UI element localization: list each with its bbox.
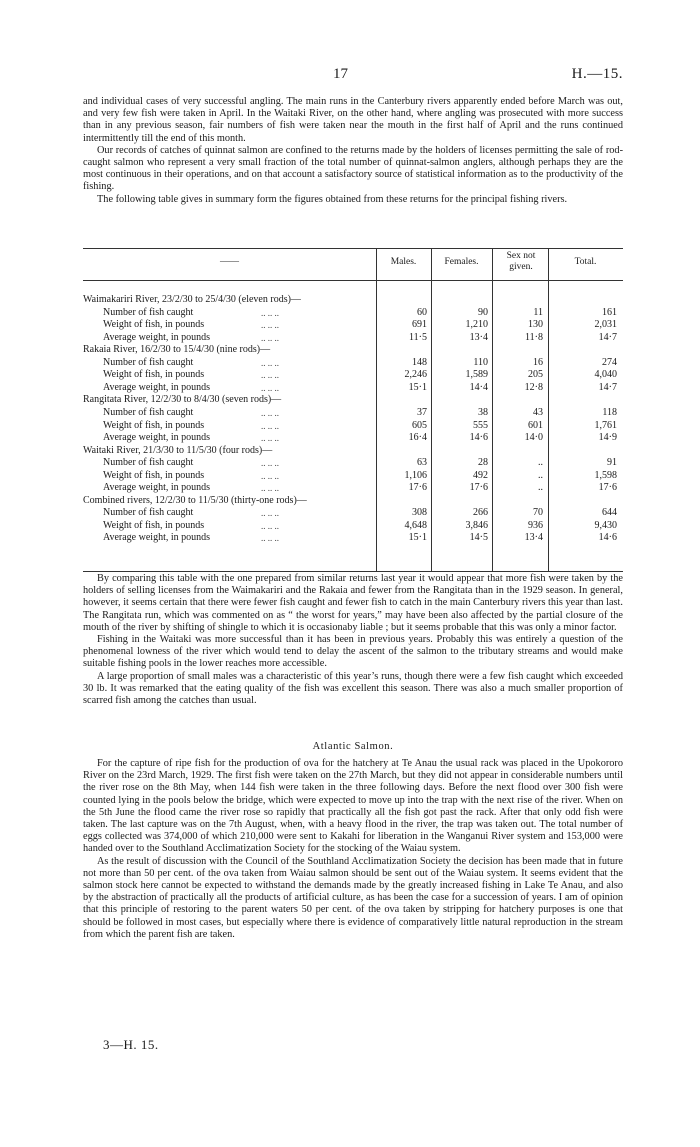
paragraph: Fishing in the Waitaki was more successful than it has been in previous years. Probably this was entirely a question of the phenomenal lowness of the river which would tend to delay the ascent of the salmon to the tributary streams and would make suitable fishing pools in the lower reaches more accessible. bbox=[83, 634, 623, 670]
river-name: Combined rivers, 12/2/30 to 11/5/30 (thirty-one rods)— bbox=[83, 494, 307, 506]
table-cell: 11·5 bbox=[409, 331, 427, 343]
paragraph: Our records of catches of quinnat salmon are confined to the returns made by the holders of licenses permitting the sale of rod-caught salmon who represent a very small fraction of the total number of quinnat-salmon anglers, although perhaps they are the most continuous in their operations, and on that account a satisfactory source of statistical information as to the productivity of the fishing. bbox=[83, 144, 623, 193]
table-row bbox=[83, 319, 623, 332]
table-group-heading bbox=[83, 394, 623, 407]
column-header-males: Males. bbox=[390, 257, 417, 267]
table-cell: 43 bbox=[533, 406, 543, 418]
table-cell: 1,598 bbox=[594, 469, 617, 481]
table-cell: 4,040 bbox=[594, 369, 617, 381]
paragraph: The following table gives in summary form the figures obtained from these returns for the principal fishing rivers. bbox=[97, 193, 568, 205]
table-row bbox=[83, 470, 623, 483]
table-cell: 605 bbox=[412, 419, 427, 431]
table-cell: 308 bbox=[412, 507, 427, 519]
discussion-section bbox=[83, 573, 623, 707]
catch-returns-table bbox=[83, 248, 623, 572]
table-cell: 90 bbox=[478, 306, 488, 318]
stub-header: —— bbox=[220, 257, 239, 267]
table-cell: 11 bbox=[533, 306, 543, 318]
river-name: Waitaki River, 21/3/30 to 11/5/30 (four rods)— bbox=[83, 444, 273, 456]
table-cell: 16·4 bbox=[408, 432, 427, 444]
table-group-heading bbox=[83, 445, 623, 458]
leader-dots: .. .. .. bbox=[261, 470, 279, 481]
table-top-rule bbox=[83, 248, 623, 249]
table-group-heading bbox=[83, 294, 623, 307]
row-label: Average weight, in pounds bbox=[103, 482, 211, 494]
paragraph: By comparing this table with the one prepared from similar returns last year it would appear that more fish were taken by the holders of selling licenses from the Waimakariri and the Rakaia and fewer from the Rangitata than in the 1929 season. In general, however, it seems certain that there were fewer fish caught and fewer fish to catch in the main Canterbury rivers this year than last. The Rangitata run, which was commented on as “ the worst for years,” may have been also affected by the partial closure of the mouth of the river by shifting of shingle to which it is occasionaby liable ; but it seems probable that this was only a minor factor. bbox=[83, 573, 623, 633]
table-cell: 266 bbox=[473, 507, 488, 519]
table-row bbox=[83, 407, 623, 420]
table-cell: 13·4 bbox=[469, 331, 488, 343]
leader-dots: .. .. .. bbox=[261, 520, 279, 531]
paragraph: A large proportion of small males was a characteristic of this year’s runs, though there were a few fish caught which exceeded 30 lb. It was remarked that the eating quality of the fish was excellent this season. There was also a much smaller proportion of scarred fish among the catches than usual. bbox=[83, 670, 623, 707]
intro-section bbox=[83, 96, 623, 206]
leader-dots: .. .. .. bbox=[261, 508, 279, 519]
table-cell: 555 bbox=[473, 419, 488, 431]
table-row bbox=[83, 382, 623, 395]
table-cell: 16 bbox=[533, 356, 543, 368]
table-cell: 14·6 bbox=[598, 532, 617, 544]
table-cell: 17·6 bbox=[598, 482, 617, 494]
table-cell: 644 bbox=[602, 507, 617, 519]
table-cell: 1,106 bbox=[404, 469, 427, 481]
row-label: Number of fish caught bbox=[103, 356, 194, 368]
column-header-females: Females. bbox=[444, 257, 479, 267]
column-header-sex-not-given: Sex not given. bbox=[506, 251, 536, 272]
row-label: Average weight, in pounds bbox=[103, 532, 211, 544]
row-label: Weight of fish, in pounds bbox=[103, 319, 205, 331]
table-cell: 148 bbox=[412, 356, 427, 368]
table-row bbox=[83, 457, 623, 470]
row-label: Weight of fish, in pounds bbox=[103, 369, 205, 381]
table-cell: 14·0 bbox=[524, 432, 543, 444]
leader-dots: .. .. .. bbox=[261, 420, 279, 431]
row-label: Number of fish caught bbox=[103, 507, 194, 519]
table-cell: 91 bbox=[607, 457, 617, 469]
table-row bbox=[83, 520, 623, 533]
table-cell: .. bbox=[538, 482, 543, 494]
atlantic-salmon-section bbox=[83, 741, 623, 941]
table-cell: 15·1 bbox=[408, 532, 427, 544]
table-cell: 17·6 bbox=[408, 482, 427, 494]
table-cell: 110 bbox=[473, 356, 488, 368]
table-cell: 3,846 bbox=[465, 519, 488, 531]
table-row bbox=[83, 482, 623, 495]
table-cell: 70 bbox=[533, 507, 543, 519]
leader-dots: .. .. .. bbox=[261, 483, 279, 494]
column-header-total: Total. bbox=[574, 257, 597, 267]
row-label: Average weight, in pounds bbox=[103, 381, 211, 393]
table-cell: 28 bbox=[478, 457, 488, 469]
table-cell: 601 bbox=[528, 419, 543, 431]
table-cell: 492 bbox=[473, 469, 488, 481]
table-cell: .. bbox=[538, 457, 543, 469]
row-label: Number of fish caught bbox=[103, 306, 194, 318]
paragraph: For the capture of ripe fish for the production of ova for the hatchery at Te Anau the usual rack was placed in the Upokororo River on the 23rd March, 1929. The first fish were taken on the 27th March, but they did not appear in considerable numbers until the river rose on the 8th May, when 144 fish were taken in the three following days. Before the next flood over 300 fish were counted lying in the pools below the bridge, which were expected to move up into the trap with the next rise of the river. When on the 5th June the flood came the river rose so rapidly that practically all the fish got past the rack. After that only odd fish were taken. The last capture was on the 7th August, when, with a heavy flood in the river, the trap was taken out. The total number of eggs collected was 374,000 of which 210,000 were sent to Kakahi for liberation in the Wanganui River system and 153,000 were handed over to the Southland Acclimatization Society for the stocking of the Waiau system. bbox=[83, 758, 623, 855]
signature-mark: 3—H. 15. bbox=[103, 1037, 159, 1052]
river-name: Rangitata River, 12/2/30 to 8/4/30 (seven rods)— bbox=[83, 394, 282, 406]
leader-dots: .. .. .. bbox=[261, 332, 279, 343]
leader-dots: .. .. .. bbox=[261, 458, 279, 469]
table-cell: 205 bbox=[528, 369, 543, 381]
report-reference: H.—15. bbox=[571, 66, 623, 82]
row-label: Number of fish caught bbox=[103, 406, 194, 418]
table-row bbox=[83, 369, 623, 382]
table-cell: 2,246 bbox=[404, 369, 427, 381]
table-cell: 4,648 bbox=[404, 519, 427, 531]
table-cell: .. bbox=[538, 469, 543, 481]
table-cell: 161 bbox=[602, 306, 617, 318]
table-row bbox=[83, 420, 623, 433]
table-cell: 14·6 bbox=[469, 432, 488, 444]
table-cell: 1,761 bbox=[594, 419, 617, 431]
table-cell: 14·9 bbox=[598, 432, 617, 444]
table-row bbox=[83, 532, 623, 545]
table-cell: 37 bbox=[417, 406, 427, 418]
table-cell: 14·7 bbox=[598, 331, 617, 343]
table-cell: 274 bbox=[602, 356, 617, 368]
table-cell: 17·6 bbox=[469, 482, 488, 494]
leader-dots: .. .. .. bbox=[261, 382, 279, 393]
row-label: Average weight, in pounds bbox=[103, 331, 211, 343]
row-label: Average weight, in pounds bbox=[103, 432, 211, 444]
row-label: Weight of fish, in pounds bbox=[103, 519, 205, 531]
table-row bbox=[83, 507, 623, 520]
leader-dots: .. .. .. bbox=[261, 407, 279, 418]
table-cell: 60 bbox=[417, 306, 427, 318]
table-row bbox=[83, 307, 623, 320]
leader-dots: .. .. .. bbox=[261, 357, 279, 368]
river-name: Waimakariri River, 23/2/30 to 25/4/30 (eleven rods)— bbox=[83, 294, 301, 305]
table-cell: 14·7 bbox=[598, 381, 617, 393]
paragraph: and individual cases of very successful angling. The main runs in the Canterbury rivers apparently ended before March was out, and very few fish were taken in April. In the Waitaki River, on the other hand, where angling was prosecuted with more success than in any previous season, fair numbers of fish were taken near the mouth in the first half of April and the runs continued intermittently till the end of this month. bbox=[83, 96, 623, 144]
table-cell: 38 bbox=[478, 406, 488, 418]
page-number: 17 bbox=[333, 66, 348, 82]
table-group-heading bbox=[83, 344, 623, 357]
leader-dots: .. .. .. bbox=[261, 533, 279, 544]
table-cell: 691 bbox=[412, 319, 427, 331]
table-cell: 14·4 bbox=[469, 381, 488, 393]
table-cell: 130 bbox=[528, 319, 543, 331]
table-cell: 11·8 bbox=[525, 331, 543, 343]
river-name: Rakaia River, 16/2/30 to 15/4/30 (nine rods)— bbox=[83, 344, 271, 356]
table-row bbox=[83, 357, 623, 370]
table-cell: 2,031 bbox=[594, 319, 617, 331]
page-header bbox=[83, 66, 623, 86]
table-bottom-rule bbox=[83, 571, 623, 572]
table-cell: 63 bbox=[417, 457, 427, 469]
row-label: Weight of fish, in pounds bbox=[103, 469, 205, 481]
table-cell: 9,430 bbox=[594, 519, 617, 531]
table-cell: 1,589 bbox=[465, 369, 488, 381]
table-row bbox=[83, 432, 623, 445]
row-label: Weight of fish, in pounds bbox=[103, 419, 205, 431]
table-cell: 936 bbox=[528, 519, 543, 531]
table-row bbox=[83, 332, 623, 345]
table-cell: 14·5 bbox=[469, 532, 488, 544]
section-title bbox=[83, 741, 623, 752]
table-group-heading bbox=[83, 495, 623, 508]
table-cell: 1,210 bbox=[465, 319, 488, 331]
leader-dots: .. .. .. bbox=[261, 307, 279, 318]
table-header-rule bbox=[83, 280, 623, 281]
paragraph: As the result of discussion with the Council of the Southland Acclimatization Society the decision has been made that in future not more than 50 per cent. of the ova taken from Waiau salmon should be sent out of the Waiau system. It seems evident that the salmon stock here cannot be expected to withstand the demands made by the greatly increased fishing in Lake Te Anau, and also by the abstraction of practically all the products of artificial culture, as has been the case for a succession of years. I am of opinion that this principle of restoring to the parent waters 50 per cent. of the ova taken by stripping for hatchery purposes is one that should be followed in most cases, but especially where there is evidence of comparatively little natural reproduction in the stream from which the parent fish are taken. bbox=[83, 855, 623, 940]
table-cell: 13·4 bbox=[524, 532, 543, 544]
leader-dots: .. .. .. bbox=[261, 370, 279, 381]
leader-dots: .. .. .. bbox=[261, 433, 279, 444]
table-cell: 12·8 bbox=[524, 381, 543, 393]
section-title-text: Atlantic Salmon. bbox=[312, 741, 394, 752]
row-label: Number of fish caught bbox=[103, 457, 194, 469]
table-cell: 118 bbox=[602, 406, 617, 418]
table-cell: 15·1 bbox=[408, 381, 427, 393]
leader-dots: .. .. .. bbox=[261, 320, 279, 331]
